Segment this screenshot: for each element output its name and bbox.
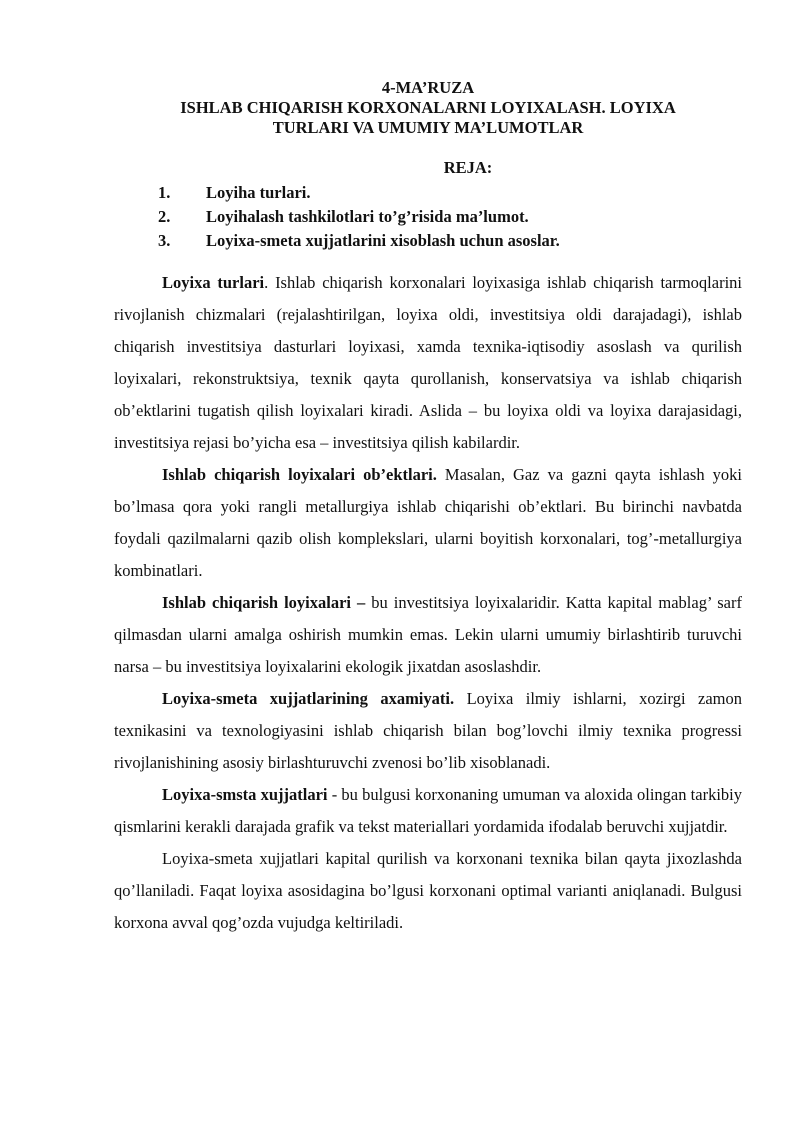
lecture-heading <box>114 78 742 138</box>
paragraph-lead: Loyixa turlari <box>162 273 265 292</box>
plan-item-number: 1. <box>158 183 171 202</box>
plan-item-text: Loyihalash tashkilotlari to’g’risida ma’lumot. <box>206 207 529 226</box>
lecture-title-line-2: TURLARI VA UMUMIY MA’LUMOTLAR <box>272 118 584 137</box>
paragraph-qollaniladi <box>114 843 742 939</box>
paragraph-loyixalari <box>114 587 742 683</box>
paragraph-text: . Ishlab chiqarish korxonalari loyixasiga ishlab chiqarish tarmoqlarini rivojlanish chizmalari (rejalashtirilgan, loyixa oldi, investitsiya oldi darajadagi), ishlab chiqarish investitsiya dasturlari loyixasi, xamda texnika-iqtisodiy asoslash va qurilish loyixalari, rekonstruktsiya, texnik qayta qurollanish, konservatsiya va ishlab chiqarish ob’ektlarini tugatish qilish loyixalari kiradi. Aslida – bu loyixa oldi va loyixa darajasidagi, investitsiya rejasi bo’yicha esa – investitsiya qilish kabilardir. <box>114 273 743 452</box>
plan-item-text: Loyiha turlari. <box>206 183 311 202</box>
plan-item-text: Loyixa-smeta xujjatlarini xisoblash uchun asoslar. <box>206 231 560 250</box>
plan-item <box>158 181 742 205</box>
paragraph-text: Masalan, Gaz va gazni qayta ishlash yoki bo’lmasa qora yoki rangli metallurgiya ishlab chiqarishi ob’ektlari. Bu birinchi navbatda foydali qazilmalarni qazib olish komplekslari, ularni boyitish korxonalari, tog’-metallurgiya kombinatlari. <box>114 465 742 580</box>
lecture-number: 4-MA’RUZA <box>381 78 475 97</box>
paragraph-lead: Loyixa-smsta xujjatlari <box>162 785 328 804</box>
paragraph-lead: Ishlab chiqarish loyixalari – <box>162 593 366 612</box>
plan-title: REJA: <box>443 158 493 177</box>
paragraph-text: bu investitsiya loyixalaridir. Katta kapital mablag’ sarf qilmasdan ularni amalga oshirish mumkin emas. Lekin ularni umumiy birlashtirib turuvchi narsa – bu investitsiya loyixalarini ekologik jixatdan asoslashdir. <box>114 593 742 676</box>
lecture-title-line-1: ISHLAB CHIQARISH KORXONALARNI LOYIXALASH. LOYIXA <box>180 98 676 117</box>
paragraph-lead: Ishlab chiqarish loyixalari ob’ektlari. <box>162 465 437 484</box>
paragraph-text: Loyixa-smeta xujjatlari kapital qurilish va korxonani texnika bilan qayta jixozlashda qo’llaniladi. Faqat loyixa asosidagina bo’lgusi korxonani optimal varianti aniqlanadi. Bulgusi korxona avval qog’ozda vujudga keltiriladi. <box>114 849 742 932</box>
paragraph-text: - bu bulgusi korxonaning umuman va aloxida olingan tarkibiy qismlarini kerakli darajada grafik va tekst materiallari yordamida ifodalab beruvchi xujjatdir. <box>114 785 742 836</box>
plan-list <box>114 181 742 253</box>
paragraph-axamiyati <box>114 683 742 779</box>
paragraph-lead: Loyixa-smeta xujjatlarining axamiyati. <box>162 689 455 708</box>
paragraph-obektlari <box>114 459 742 587</box>
plan-item-number: 2. <box>158 207 171 226</box>
paragraph-text: Loyixa ilmiy ishlarni, xozirgi zamon texnikasini va texnologiyasini ishlab chiqarish bilan bog’lovchi ilmiy texnika progressi rivojlanishining asosiy birlashturuvchi zvenosi bo’lib xisoblanadi. <box>114 689 742 772</box>
plan-item <box>158 205 742 229</box>
plan-item-number: 3. <box>158 231 171 250</box>
document-body <box>114 267 742 939</box>
paragraph-loyixa-turlari <box>114 267 742 459</box>
plan-item <box>158 229 742 253</box>
paragraph-xujjatlari <box>114 779 742 843</box>
